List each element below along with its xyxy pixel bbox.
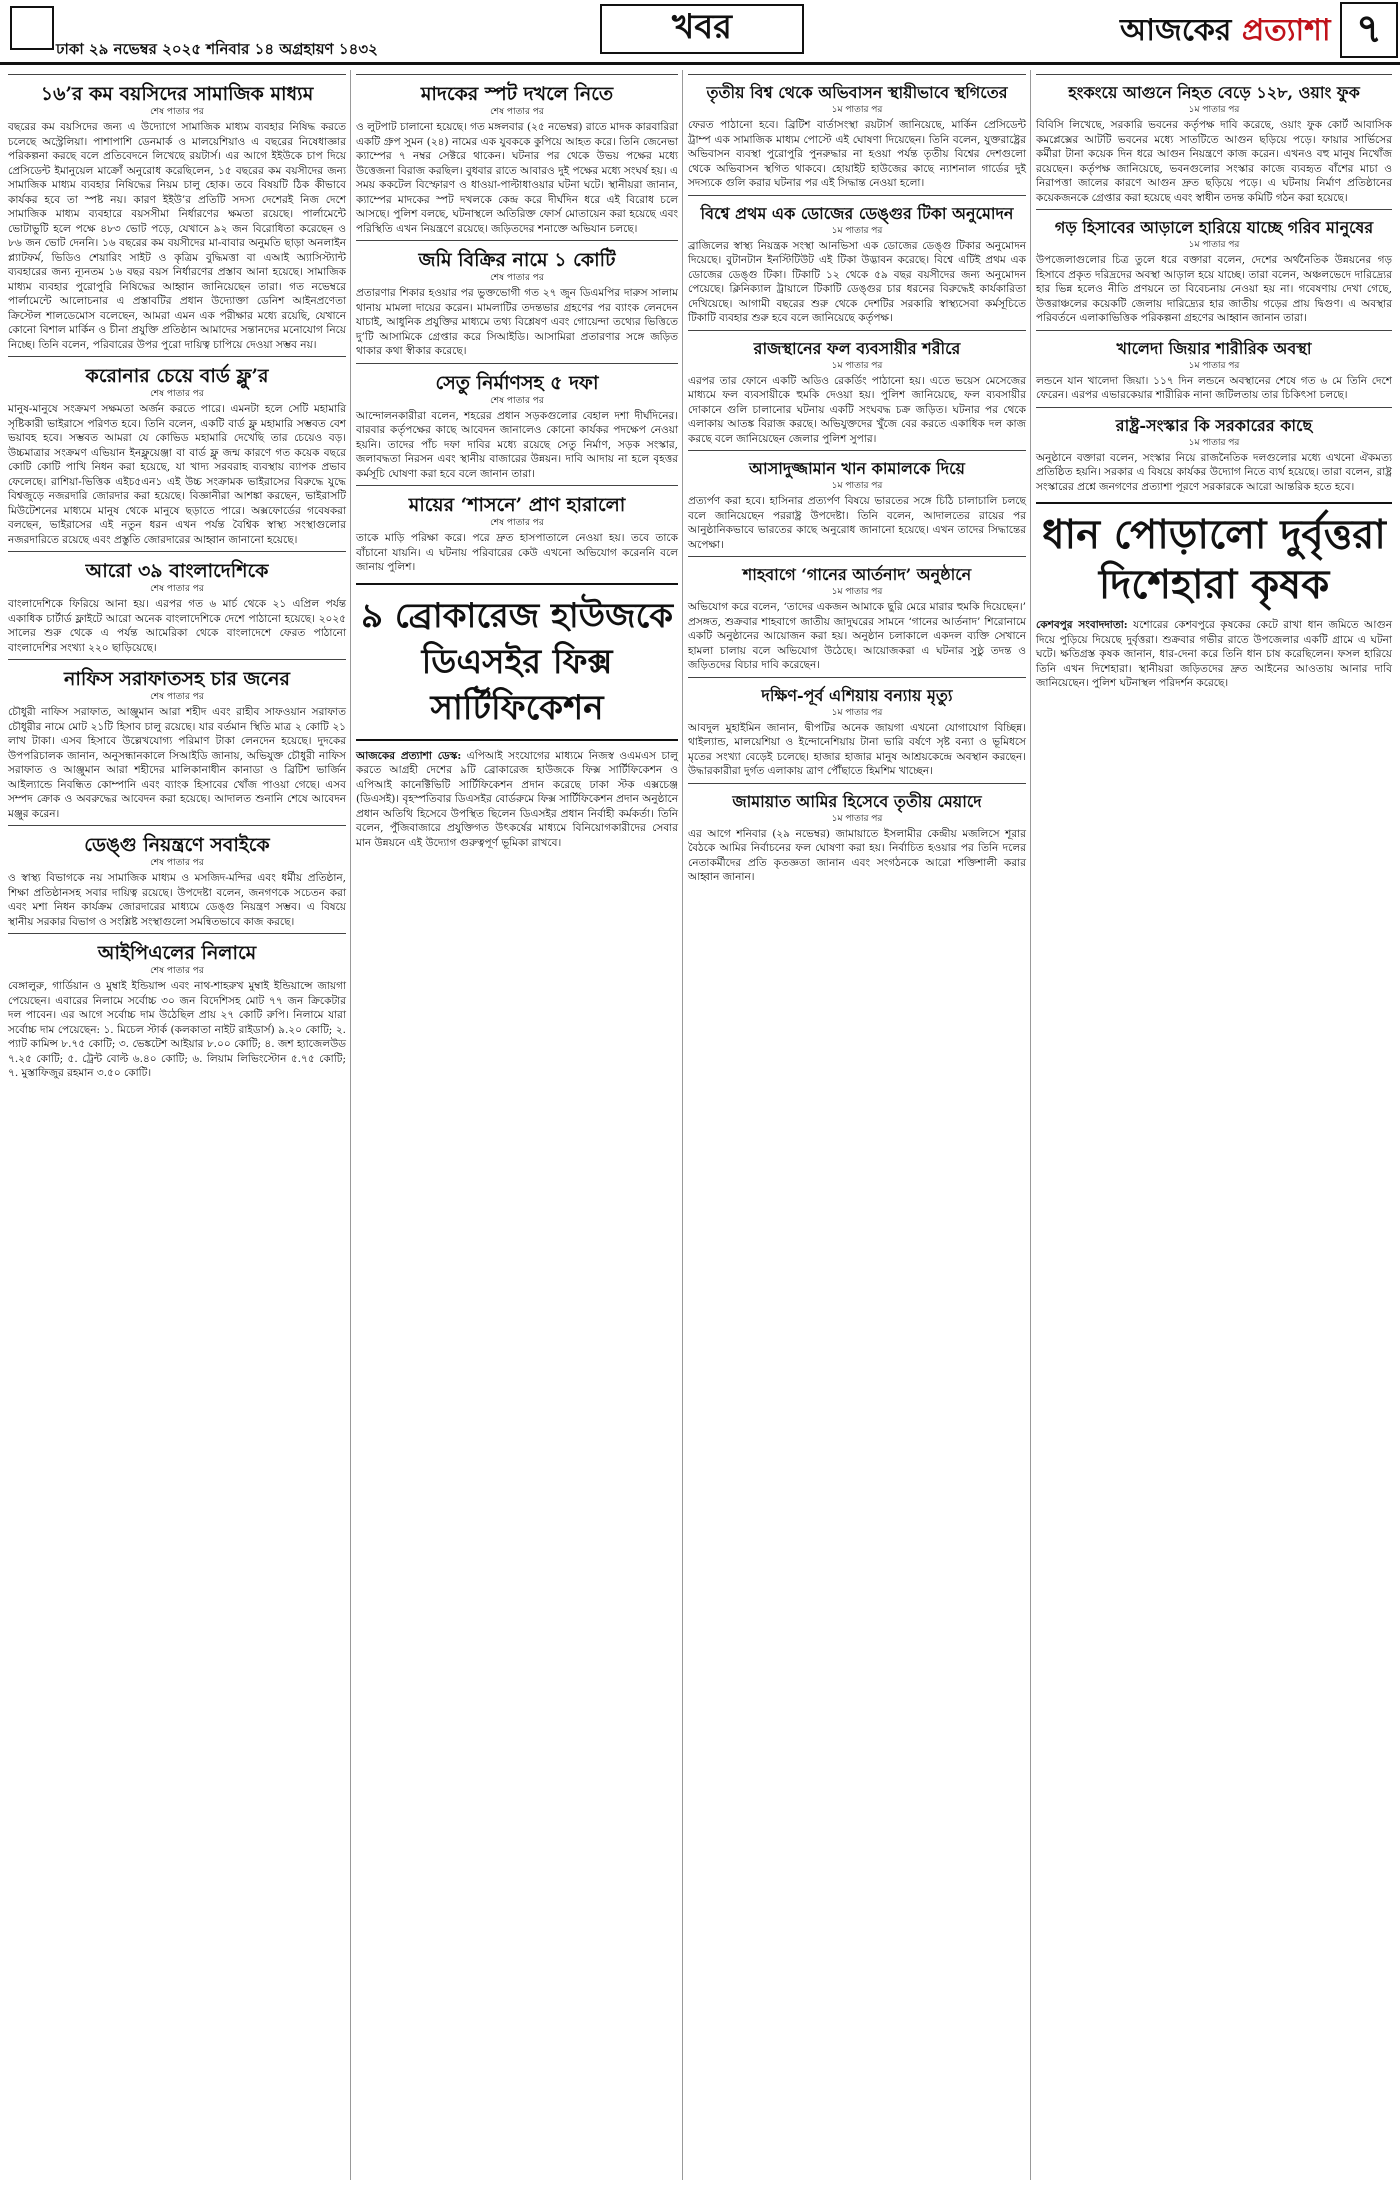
column-divider <box>350 70 351 2180</box>
article-body: ও স্বাস্থ্য বিভাগকে নয় সামাজিক মাধ্যম ও মসজিদ-মন্দির এবং ধর্মীয় প্রতিষ্ঠান, শিক্ষা প্রতিষ্ঠানসহ সবার দায়িত্ব রয়েছে। উপদেষ্টা বলেন, জনগণকে সচেতন করা এবং মশা নিধন কার্যক্রম জোরদারের মাধ্যমে ডেঙ্গু নিয়ন্ত্রণ সম্ভব। এ বিষয়ে স্থানীয় সরকার বিভাগ ও সংশ্লিষ্ট সংস্থাগুলো সমন্বিতভাবে কাজ করছে। <box>8 872 346 928</box>
article-body: চৌধুরী নাফিস সরাফাত, আঞ্জুমান আরা শহীদ এবং রাহীব সাফওয়ান সরাফাত চৌধুরীর নামে মোট ২১টি হিসাব চালু রয়েছে। যার বর্তমান স্থিতি মাত্র ২ কোটি ২১ লাখ টাকা। এসব হিসাবে উল্লেখযোগ্য পরিমাণ টাকা লেনদেন হয়েছে। দুদকের উপপরিচালক জানান, অনুসন্ধানকালে সিআইডি জানায়, অভিযুক্ত চৌধুরী নাফিস সরাফাত ও আঞ্জুমান আরা শহীদের মালিকানাধীন কানাডা ও ব্রিটিশ ভার্জিন আইল্যান্ডে নিবন্ধিত কোম্পানি এবং ব্যাংক হিসাবের খোঁজ পাওয়া গেছে। এসব সম্পদ ক্রোক ও অবরুদ্ধের আবেদন করা হয়েছে। আদালত শুনানি শেষে আবেদন মঞ্জুর করেন। <box>8 706 346 820</box>
lead-story <box>356 583 678 741</box>
article-headline[interactable]: রাজস্থানের ফল ব্যবসায়ীর শরীরে <box>753 338 961 358</box>
article-body: বিবিসি লিখেছে, সরকারি ভবনের কর্তৃপক্ষ দাবি করেছে, ওয়াং ফুক কোর্ট আবাসিক কমপ্লেক্সের আটটি ভবনের মধ্যে সাতটিতে আগুন ছড়িয়ে পড়ে। ফায়ার সার্ভিসের কর্মীরা টানা কয়েক দিন ধরে আগুন নিয়ন্ত্রণে কাজ করেন। এখনও বহু মানুষ নিখোঁজ রয়েছেন। কর্তৃপক্ষ জানিয়েছে, ভবনগুলোর সংস্কার কাজে ব্যবহৃত বাঁশের মাচা ও নিরাপত্তা জালের কারণে আগুন দ্রুত ছড়িয়ে পড়ে। এ ঘটনায় নির্মাণ প্রতিষ্ঠানের কয়েকজনকে গ্রেপ্তার করা হয়েছে এবং স্বাধীন তদন্ত কমিটি গঠন করা হয়েছে। <box>1036 119 1392 204</box>
article <box>8 825 346 929</box>
article-body: ফেরত পাঠানো হবে। ব্রিটিশ বার্তাসংস্থা রয়টার্স জানিয়েছে, মার্কিন প্রেসিডেন্ট ট্রাম্প এক সামাজিক মাধ্যম পোস্টে এই ঘোষণা দিয়েছেন। তিনি বলেন, যুক্তরাষ্ট্রের অভিবাসন ব্যবস্থা পুরোপুরি পুনরুদ্ধার না হওয়া পর্যন্ত তৃতীয় বিশ্বের দেশগুলো থেকে অভিবাসন স্থগিত থাকবে। হোয়াইট হাউজের কাছে ন্যাশনাল গার্ডের দুই সদস্যকে গুলি করার ঘটনার পর এই সিদ্ধান্ত নেওয়া হলো। <box>688 119 1026 189</box>
continuation-note: ১ম পাতার পর <box>831 481 883 491</box>
article <box>1036 209 1392 326</box>
continuation-note: ১ম পাতার পর <box>1188 360 1240 371</box>
continuation-note: শেষ পাতার পর <box>150 389 204 399</box>
column-2 <box>356 70 678 850</box>
continuation-note: ১ম পাতার পর <box>831 813 883 824</box>
continuation-note: শেষ পাতার পর <box>490 395 544 406</box>
article-headline[interactable]: জামায়াত আমির হিসেবে তৃতীয় মেয়াদে <box>732 791 982 811</box>
continuation-note: শেষ পাতার পর <box>150 966 204 976</box>
feature-body <box>1036 618 1392 691</box>
article-headline[interactable]: ১৬’র কম বয়সিদের সামাজিক মাধ্যম <box>40 83 314 105</box>
continuation-note: ১ম পাতার পর <box>831 225 883 236</box>
article <box>688 556 1026 673</box>
continuation-note: ১ম পাতার পর <box>1188 437 1240 448</box>
article-body: আন্দোলনকারীরা বলেন, শহরের প্রধান সড়কগুলোর বেহাল দশা দীর্ঘদিনের। বারবার কর্তৃপক্ষের কাছে আবেদন জানালেও কোনো কার্যকর পদক্ষেপ নেওয়া হয়নি। তাদের পাঁচ দফা দাবির মধ্যে রয়েছে সেতু নির্মাণ, সড়ক সংস্কার, জলাবদ্ধতা নিরসন এবং স্থানীয় বাজারের উন্নয়ন। দাবি আদায় না হলে বৃহত্তর কর্মসূচি ঘোষণা করা হবে বলে জানান তারা। <box>356 409 678 480</box>
article <box>8 74 346 352</box>
article <box>688 783 1026 885</box>
article <box>688 74 1026 191</box>
article <box>688 195 1026 326</box>
lead-body <box>356 749 678 851</box>
column-4 <box>1036 70 1392 691</box>
continuation-note: শেষ পাতার পর <box>150 858 204 868</box>
page-header <box>0 0 1400 65</box>
page-corner-box <box>10 6 54 50</box>
feature-text: যশোরের কেশবপুরে কৃষকের কেটে রাখা ধান জমিতে আগুন দিয়ে পুড়িয়ে দিয়েছে দুর্বৃত্তরা। শুক্রবার গভীর রাতে উপজেলার একটি গ্রামে এ ঘটনা ঘটে। ক্ষতিগ্রস্ত কৃষক জানান, ধার-দেনা করে তিনি ধান চাষ করেছিলেন। ফসল হারিয়ে তিনি এখন দিশেহারা। স্থানীয়রা জড়িতদের দ্রুত আইনের আওতায় আনার দাবি জানিয়েছেন। পুলিশ ঘটনাস্থল পরিদর্শন করেছে। <box>1036 619 1392 689</box>
article-headline[interactable]: হংকংয়ে আগুনে নিহত বেড়ে ১২৮, ওয়াং ফুক <box>1068 83 1360 102</box>
article-body: ব্রাজিলের স্বাস্থ্য নিয়ন্ত্রক সংস্থা আনভিসা এক ডোজের ডেঙ্গু টিকার অনুমোদন দিয়েছে। বুটানটান ইনস্টিটিউট এই টিকা উদ্ভাবন করেছে। বিশ্বে এটিই প্রথম এক ডোজের ডেঙ্গু টিকা। টিকাটি ১২ থেকে ৫৯ বছর বয়সীদের জন্য অনুমোদন পেয়েছে। ক্লিনিক্যাল ট্রায়ালে টিকাটি ডেঙ্গুর চার ধরনের বিরুদ্ধেই কার্যকারিতা দেখিয়েছে। আগামী বছরের শুরু থেকে দেশটির সরকারি স্বাস্থ্যসেবা কর্মসূচিতে টিকাটি ব্যবহার শুরু হবে বলে জানিয়েছে কর্তৃপক্ষ। <box>688 239 1026 324</box>
article-body: এরপর তার ফোনে একটি অডিও রেকর্ডিং পাঠানো হয়। এতে ভয়েস মেসেজের মাধ্যমে ফল ব্যবসায়ীকে হুমকি দেওয়া হয়। পুলিশ জানিয়েছে, ফল ব্যবসায়ীর দোকানে গুলি চালানোর ঘটনায় একটি সংঘবদ্ধ চক্র জড়িত। ঘটনার পর থেকে এলাকায় আতঙ্ক বিরাজ করছে। অভিযুক্তদের খুঁজে বের করতে একাধিক দল কাজ করছে বলে জানিয়েছেন জেলার পুলিশ সুপার। <box>688 374 1026 445</box>
article <box>8 551 346 655</box>
article-headline[interactable]: জমি বিক্রির নামে ১ কোটি <box>418 249 616 271</box>
article-body: বছরের কম বয়সিদের জন্য এ উদ্যোগে সামাজিক মাধ্যম ব্যবহার নিষিদ্ধ করতে চলেছে অস্ট্রেলিয়া। পাশাপাশি ডেনমার্ক ও মালয়েশিয়াও এ বছরের নিষেধাজ্ঞার পরিকল্পনা করছে বলে প্রতিবেদনে লিখেছে রয়টার্স। এর আগে ইইউকে চাপ দিয়ে প্রেসিডেন্ট ইমানুয়েল মাক্রোঁ অনুরোধ করেছিলেন, ১৫ বছরের কম বয়সীদের জন্য সামাজিক মাধ্যম ব্যবহার নিষিদ্ধের নিয়ম চালু হোক। তবে বিষয়টি ঠিক কীভাবে কার্যকর হবে তা স্পষ্ট নয়। কারণ ইইউ’র প্রতিটি সদস্য দেশেরই নিজ দেশে সামাজিক মাধ্যম ব্যবহারে বয়সসীমা নির্ধারণের ক্ষমতা রয়েছে। পার্লামেন্টে ভোটাভুটি হলে পক্ষে ৪৮৩ ভোট পড়ে, যেখানে ৯২ জন বিরোধিতা করেছেন ও ৮৬ জন ভোট দেননি। ১৬ বছরের কম বয়সীদের মা-বাবার অনুমতি ছাড়া অনলাইন প্ল্যাটফর্ম, ভিডিও শেয়ারিং সাইট ও কৃত্রিম বুদ্ধিমত্তা বা এআই অ্যাসিস্ট্যান্ট ব্যবহারের জন্য ন্যূনতম ১৬ বছর বয়স নির্ধারণের প্রস্তাব আনা হয়েছে। সামাজিক মাধ্যম ব্যবহার পুরোপুরি নিষিদ্ধের আহ্বান জানিয়েছেন তারা। গত নভেম্বরে পার্লামেন্টে আলোচনার এ প্রস্তাবটির প্রধান উদ্যোক্তা ডেনিশ আইনপ্রণেতা ক্রিস্টেল শালডেমোস বলেছেন, আমরা এমন এক পরীক্ষার মধ্যে রয়েছি, যেখানে কোনো বিশাল মার্কিন ও চীনা প্রযুক্তি প্রতিষ্ঠান আমাদের সন্তানদের মনোযোগ নিয়ে নিচ্ছে। তিনি বলেন, পরিবারের উপর পুরো দায়িত্ব চাপিয়ে দেওয়া সম্ভব নয়। <box>8 121 346 351</box>
article-body: বেঙ্গালুরু, গার্ডিয়ান ও মুম্বাই ইন্ডিয়ান্স এবং নাথ-শাহরুখ মুম্বাই ইন্ডিয়ান্সে জায়গা পেয়েছেন। এবারের নিলামে সর্বোচ্চ ৩০ জন বিদেশিসহ মোট ৭৭ জন ক্রিকেটার দল পাবেন। এর আগে সর্বোচ্চ দাম উঠেছিল প্রায় ২৭ কোটি রুপি। নিলামে যারা সর্বোচ্চ দাম পেয়েছেন: ১. মিচেল স্টার্ক (কলকাতা নাইট রাইডার্স) ৯.২০ কোটি; ২. প্যাট কামিন্স ৮.৭৫ কোটি; ৩. ভেঙ্কটেশ আইয়ার ৮.০০ কোটি; ৪. জশ হ্যাজেলউড ৭.২৫ কোটি; ৫. ট্রেন্ট বোল্ট ৬.৪০ কোটি; ৬. লিয়াম লিভিংস্টোন ৫.৭৫ কোটি; ৭. মুস্তাফিজুর রহমান ৩.৫০ কোটি। <box>8 980 346 1079</box>
feature-headline[interactable]: ধান পোড়ালো দুর্বৃত্তরা দিশেহারা কৃষক <box>1036 502 1392 610</box>
column-2-articles <box>356 74 678 575</box>
column-divider <box>1030 70 1031 2180</box>
page-number: ৭ <box>1340 2 1398 58</box>
logo-part-a: আজকের <box>1120 13 1232 48</box>
article-headline[interactable]: মাদকের স্পট দখলে নিতে <box>420 83 614 105</box>
logo-part-b: প্রত্যাশা <box>1241 13 1331 48</box>
lead-text: এপিআই সংযোগের মাধ্যমে নিজস্ব ওএমএস চালু করতে আগ্রহী দেশের ৯টি ব্রোকারেজ হাউজকে ফিক্স সার্টিফিকেশন ও এপিআই কানেক্টিভিটি সার্টিফিকেশন প্রদান করেছে ঢাকা স্টক এক্সচেঞ্জ (ডিএসই)। বৃহস্পতিবার ডিএসইর বোর্ডরুমে ফিক্স সার্টিফিকেশন প্রদান অনুষ্ঠানে প্রধান অতিথি হিসেবে উপস্থিত ছিলেন ডিএসইর প্রধান নির্বাহী কর্মকর্তা। তিনি বলেন, পুঁজিবাজারে প্রযুক্তিগত উৎকর্ষের মাধ্যমে বিনিয়োগকারীদের সেবার মান উন্নয়নে এই উদ্যোগ গুরুত্বপূর্ণ ভূমিকা রাখবে। <box>356 749 678 849</box>
column-3 <box>688 70 1026 885</box>
issue-date: ঢাকা ২৯ নভেম্বর ২০২৫ শনিবার ১৪ অগ্রহায়ণ ১৪৩২ <box>56 40 378 58</box>
article-body: অভিযোগ করে বলেন, ‘তাদের একজন আমাকে ছুরি মেরে মারার হুমকি দিয়েছেন।’ প্রসঙ্গত, শুক্রবার শাহবাগে জাতীয় জাদুঘরের সামনে ‘গানের আর্তনাদ’ শিরোনামে একটি অনুষ্ঠানের আয়োজন করা হয়। অনুষ্ঠান চলাকালে একদল ব্যক্তি সেখানে হামলা চালায় বলে অভিযোগ উঠেছে। আয়োজকরা এ ঘটনার সুষ্ঠু তদন্ত ও জড়িতদের বিচার দাবি করেছেন। <box>688 601 1026 671</box>
article-body: আবদুল মুহাইমিন জানান, দ্বীপটির অনেক জায়গা এখনো যোগাযোগ বিচ্ছিন্ন। থাইল্যান্ড, মালয়েশিয়া ও ইন্দোনেশিয়ায় টানা ভারি বর্ষণে সৃষ্ট বন্যা ও ভূমিধসে মৃতের সংখ্যা বেড়েই চলেছে। হাজার হাজার মানুষ আশ্রয়কেন্দ্রে অবস্থান করছেন। উদ্ধারকারীরা দুর্গত এলাকায় ত্রাণ পৌঁছাতে হিমশিম খাচ্ছেন। <box>688 721 1026 777</box>
continuation-note: শেষ পাতার পর <box>490 107 544 117</box>
article-headline[interactable]: আরো ৩৯ বাংলাদেশিকে <box>85 560 269 582</box>
column-4-articles <box>1036 74 1392 494</box>
article-body: বাংলাদেশিকে ফিরিয়ে আনা হয়। এরপর গত ৬ মার্চ থেকে ২১ এপ্রিল পর্যন্ত একাধিক চার্টার্ড ফ্লাইটে আরো অনেক বাংলাদেশিকে দেশে পাঠানো হয়েছে। ২০২৫ সালের শুরু থেকে এ পর্যন্ত আমেরিকা থেকে বাংলাদেশে ফেরত পাঠানো বাংলাদেশির সংখ্যা ২২০ ছাড়িয়েছে। <box>8 598 346 654</box>
article-headline[interactable]: বিশ্বে প্রথম এক ডোজের ডেঙ্গুর টিকা অনুমোদন <box>700 203 1014 223</box>
article-body: মানুষ-মানুষে সংক্রমণ সক্ষমতা অর্জন করতে পারে। এমনটা হলে সেটি মহামারি সৃষ্টিকারী ভাইরাসে পরিণত হবে। তিনি বলেন, একটি বার্ড ফ্লু মহামারি সম্ভবত বেশ ভয়াবহ হবে। সম্ভবত আমরা যে কোভিড মহামারি দেখেছি তার চেয়েও বড়। উচ্চমাত্রার সংক্রমণ এভিয়ান ইনফ্লুয়েঞ্জা বা বার্ড ফ্লু জন্ম কারণে গত কয়েক বছরে কোটি কোটি পাখি নিধন করা হয়েছে, যা খাদ্য সরবরাহ ব্যবস্থায় ব্যাপক প্রভাব ফেলেছে। রাশিয়া-ভিত্তিক এইচ৫এন১ এই উচ্চ সংক্রামক ভাইরাসের বিরুদ্ধে যুদ্ধে বিশ্বজুড়ে নজরদারি জোরদার করা হয়েছে। বিজ্ঞানীরা আশঙ্কা করছেন, ভাইরাসটি মিউটেশনের মাধ্যমে মানুষ থেকে মানুষে ছড়াতে পারে। অক্সফোর্ডের গবেষকরা বলছেন, ভাইরাসের এই নতুন ধরন এখন পর্যন্ত বৈশ্বিক স্বাস্থ্য সংস্থাগুলোর নজরদারিতে রয়েছে এবং প্রস্তুতি জোরদারের আহ্বান জানানো হয়েছে। <box>8 403 346 546</box>
article-headline[interactable]: মায়ের ‘শাসনে’ প্রাণ হারালো <box>408 494 626 516</box>
article-headline[interactable]: আইপিএলের নিলামে <box>97 942 257 964</box>
newspaper-logo <box>1120 6 1331 57</box>
article <box>356 74 678 236</box>
article <box>1036 330 1392 403</box>
article <box>8 356 346 547</box>
article <box>356 485 678 575</box>
article <box>1036 74 1392 205</box>
feature-byline: কেশবপুর সংবাদদাতা: <box>1036 619 1128 631</box>
article-body: উপজেলাগুলোর চিত্র তুলে ধরে বক্তারা বলেন, দেশের অর্থনৈতিক উন্নয়নের গড় হিসাবে প্রকৃত দরিদ্রদের অবস্থা আড়াল হয়ে যাচ্ছে। তারা বলেন, অঞ্চলভেদে দারিদ্র্যের হার ভিন্ন হলেও নীতি প্রণয়নে তা বিবেচনায় নেওয়া হয় না। গবেষণায় দেখা গেছে, উত্তরাঞ্চলের কয়েকটি জেলায় দারিদ্র্যের হার জাতীয় গড়ের প্রায় দ্বিগুণ। এ অবস্থার পরিবর্তনে এলাকাভিত্তিক পরিকল্পনা গ্রহণের আহ্বান জানান তারা। <box>1036 254 1392 324</box>
continuation-note: ১ম পাতার পর <box>1188 240 1240 250</box>
article-headline[interactable]: শাহবাগে ‘গানের আর্তনাদ’ অনুষ্ঠানে <box>742 565 972 584</box>
article-headline[interactable]: দক্ষিণ-পূর্ব এশিয়ায় বন্যায় মৃত্যু <box>761 685 953 705</box>
section-title: খবর <box>600 4 804 54</box>
article <box>688 677 1026 779</box>
article-headline[interactable]: খালেদা জিয়ার শারীরিক অবস্থা <box>1116 338 1312 358</box>
continuation-note: ১ম পাতার পর <box>831 360 883 371</box>
article <box>356 240 678 359</box>
continuation-note: শেষ পাতার পর <box>490 273 544 283</box>
column-1 <box>8 70 346 1081</box>
article-body: এর আগে শনিবার (২৯ নভেম্বর) জামায়াতে ইসলামীর কেন্দ্রীয় মজলিসে শূরার বৈঠকে আমির নির্বাচনের ফল ঘোষণা করা হয়। নির্বাচিত হওয়ার পর তিনি দলের নেতাকর্মীদের প্রতি কৃতজ্ঞতা জানান এবং সংগঠনকে আরো শক্তিশালী করার আহ্বান জানান। <box>688 827 1026 883</box>
article-headline[interactable]: ডেঙ্গু নিয়ন্ত্রণে সবাইকে <box>84 834 270 856</box>
continuation-note: ১ম পাতার পর <box>831 707 883 718</box>
article <box>356 363 678 482</box>
continuation-note: শেষ পাতার পর <box>150 584 204 594</box>
article-headline[interactable]: করোনার চেয়ে বার্ড ফ্লু’র <box>85 365 269 387</box>
article-headline[interactable]: রাষ্ট্র-সংস্কার কি সরকারের কাছে <box>1115 415 1313 435</box>
article-body: প্রতারণার শিকার হওয়ার পর ভুক্তভোগী গত ২৭ জুন ডিএমপির দারুস সালাম থানায় মামলা দায়ের করেন। মামলাটির তদন্তভার গ্রহণের পর ব্যাংক লেনদেন যাচাই, আধুনিক প্রযুক্তির মাধ্যমে তথ্য বিশ্লেষণ এবং গোয়েন্দা তথ্যের ভিত্তিতে দু’টি আসামিকে গ্রেপ্তার করে সিআইডি। আসামিরা প্রতারণার সঙ্গে জড়িত থাকার কথা স্বীকার করেছে। <box>356 287 678 357</box>
continuation-note: শেষ পাতার পর <box>150 107 204 117</box>
article-headline[interactable]: সেতু নির্মাণসহ ৫ দফা <box>435 371 599 394</box>
article-body: তাকে মাড়ি পরিক্ষা করে। পরে দ্রুত হাসপাতালে নেওয়া হয়। তবে তাকে বাঁচানো যায়নি। এ ঘটনায় পরিবারের কেউ এখনো অভিযোগ করেননি বলে জানায় পুলিশ। <box>356 532 678 573</box>
article-headline[interactable]: গড় হিসাবের আড়ালে হারিয়ে যাচ্ছে গরিব মানুষের <box>1054 218 1374 237</box>
article-body: লন্ডনে যান খালেদা জিয়া। ১১৭ দিন লন্ডনে অবস্থানের শেষে গত ৬ মে তিনি দেশে ফেরেন। এরপর এভারকেয়ার শারীরিক নানা জটিলতায় তার চিকিৎসা চলছে। <box>1036 374 1392 401</box>
article-headline[interactable]: নাফিস সরাফাতসহ চার জনের <box>64 668 290 690</box>
article <box>688 330 1026 447</box>
article-body: অনুষ্ঠানে বক্তারা বলেন, সংস্কার নিয়ে রাজনৈতিক দলগুলোর মধ্যে এখনো ঐকমত্য প্রতিষ্ঠিত হয়নি। সরকার এ বিষয়ে কার্যকর উদ্যোগ নিতে ব্যর্থ হয়েছে। তারা বলেন, রাষ্ট্র সংস্কারের প্রশ্নে জনগণের প্রত্যাশা পূরণে সরকারকে আরো আন্তরিক হতে হবে। <box>1036 451 1392 493</box>
continuation-note: শেষ পাতার পর <box>150 692 204 702</box>
article <box>688 450 1026 552</box>
article-body: প্রত্যর্পণ করা হবে। হাসিনার প্রত্যর্পণ বিষয়ে ভারতের সঙ্গে চিঠি চালাচালি চলছে বলে জানিয়েছেন পররাষ্ট্র উপদেষ্টা। তিনি বলেন, আদালতের রায়ের পর আনুষ্ঠানিকভাবে ভারতের কাছে অনুরোধ জানানো হয়েছে। এখন তাদের সিদ্ধান্তের অপেক্ষা। <box>688 495 1026 551</box>
lead-headline[interactable]: ৯ ব্রোকারেজ হাউজকে ডিএসইর ফিক্স সার্টিফিকেশন <box>360 595 674 728</box>
column-divider <box>682 70 683 2180</box>
lead-byline: আজকের প্রত্যাশা ডেস্ক: <box>356 749 462 762</box>
continuation-note: ১ম পাতার পর <box>831 587 883 597</box>
continuation-note: ১ম পাতার পর <box>831 105 883 115</box>
article <box>8 659 346 821</box>
continuation-note: শেষ পাতার পর <box>490 518 544 528</box>
continuation-note: ১ম পাতার পর <box>1188 105 1240 115</box>
article-body: ও লুটপাট চালানো হয়েছে। গত মঙ্গলবার (২৫ নভেম্বর) রাতে মাদক কারবারিরা একটি গ্রুপ সুমন (২৪) নামের এক যুবককে কুপিয়ে আহত করে। তিনি জেনেভা ক্যাম্পের ৭ নম্বর সেক্টরে থাকেন। ঘটনার পর থেকে উভয় পক্ষের মধ্যে উত্তেজনা বিরাজ করছিল। বুধবার রাতে আবারও দুই পক্ষের মধ্যে সংঘর্ষ হয়। এ সময় ককটেল বিস্ফোরণ ও ধাওয়া-পাল্টাধাওয়ার ঘটনা ঘটে। স্থানীয়রা জানান, ক্যাম্পের মাদকের স্পট দখলকে কেন্দ্র করে দীর্ঘদিন ধরে এই বিরোধ চলে আসছে। পুলিশ বলছে, ঘটনাস্থলে অতিরিক্ত ফোর্স মোতায়েন করা হয়েছে এবং পরিস্থিতি এখন নিয়ন্ত্রণে রয়েছে। জড়িতদের শনাক্তে অভিযান চলছে। <box>356 121 678 235</box>
article <box>1036 407 1392 495</box>
article-headline[interactable]: তৃতীয় বিশ্ব থেকে অভিবাসন স্থায়ীভাবে স্থগিতের <box>706 83 1008 102</box>
article <box>8 933 346 1081</box>
article-headline[interactable]: আসাদুজ্জামান খান কামালকে দিয়ে <box>749 459 965 478</box>
